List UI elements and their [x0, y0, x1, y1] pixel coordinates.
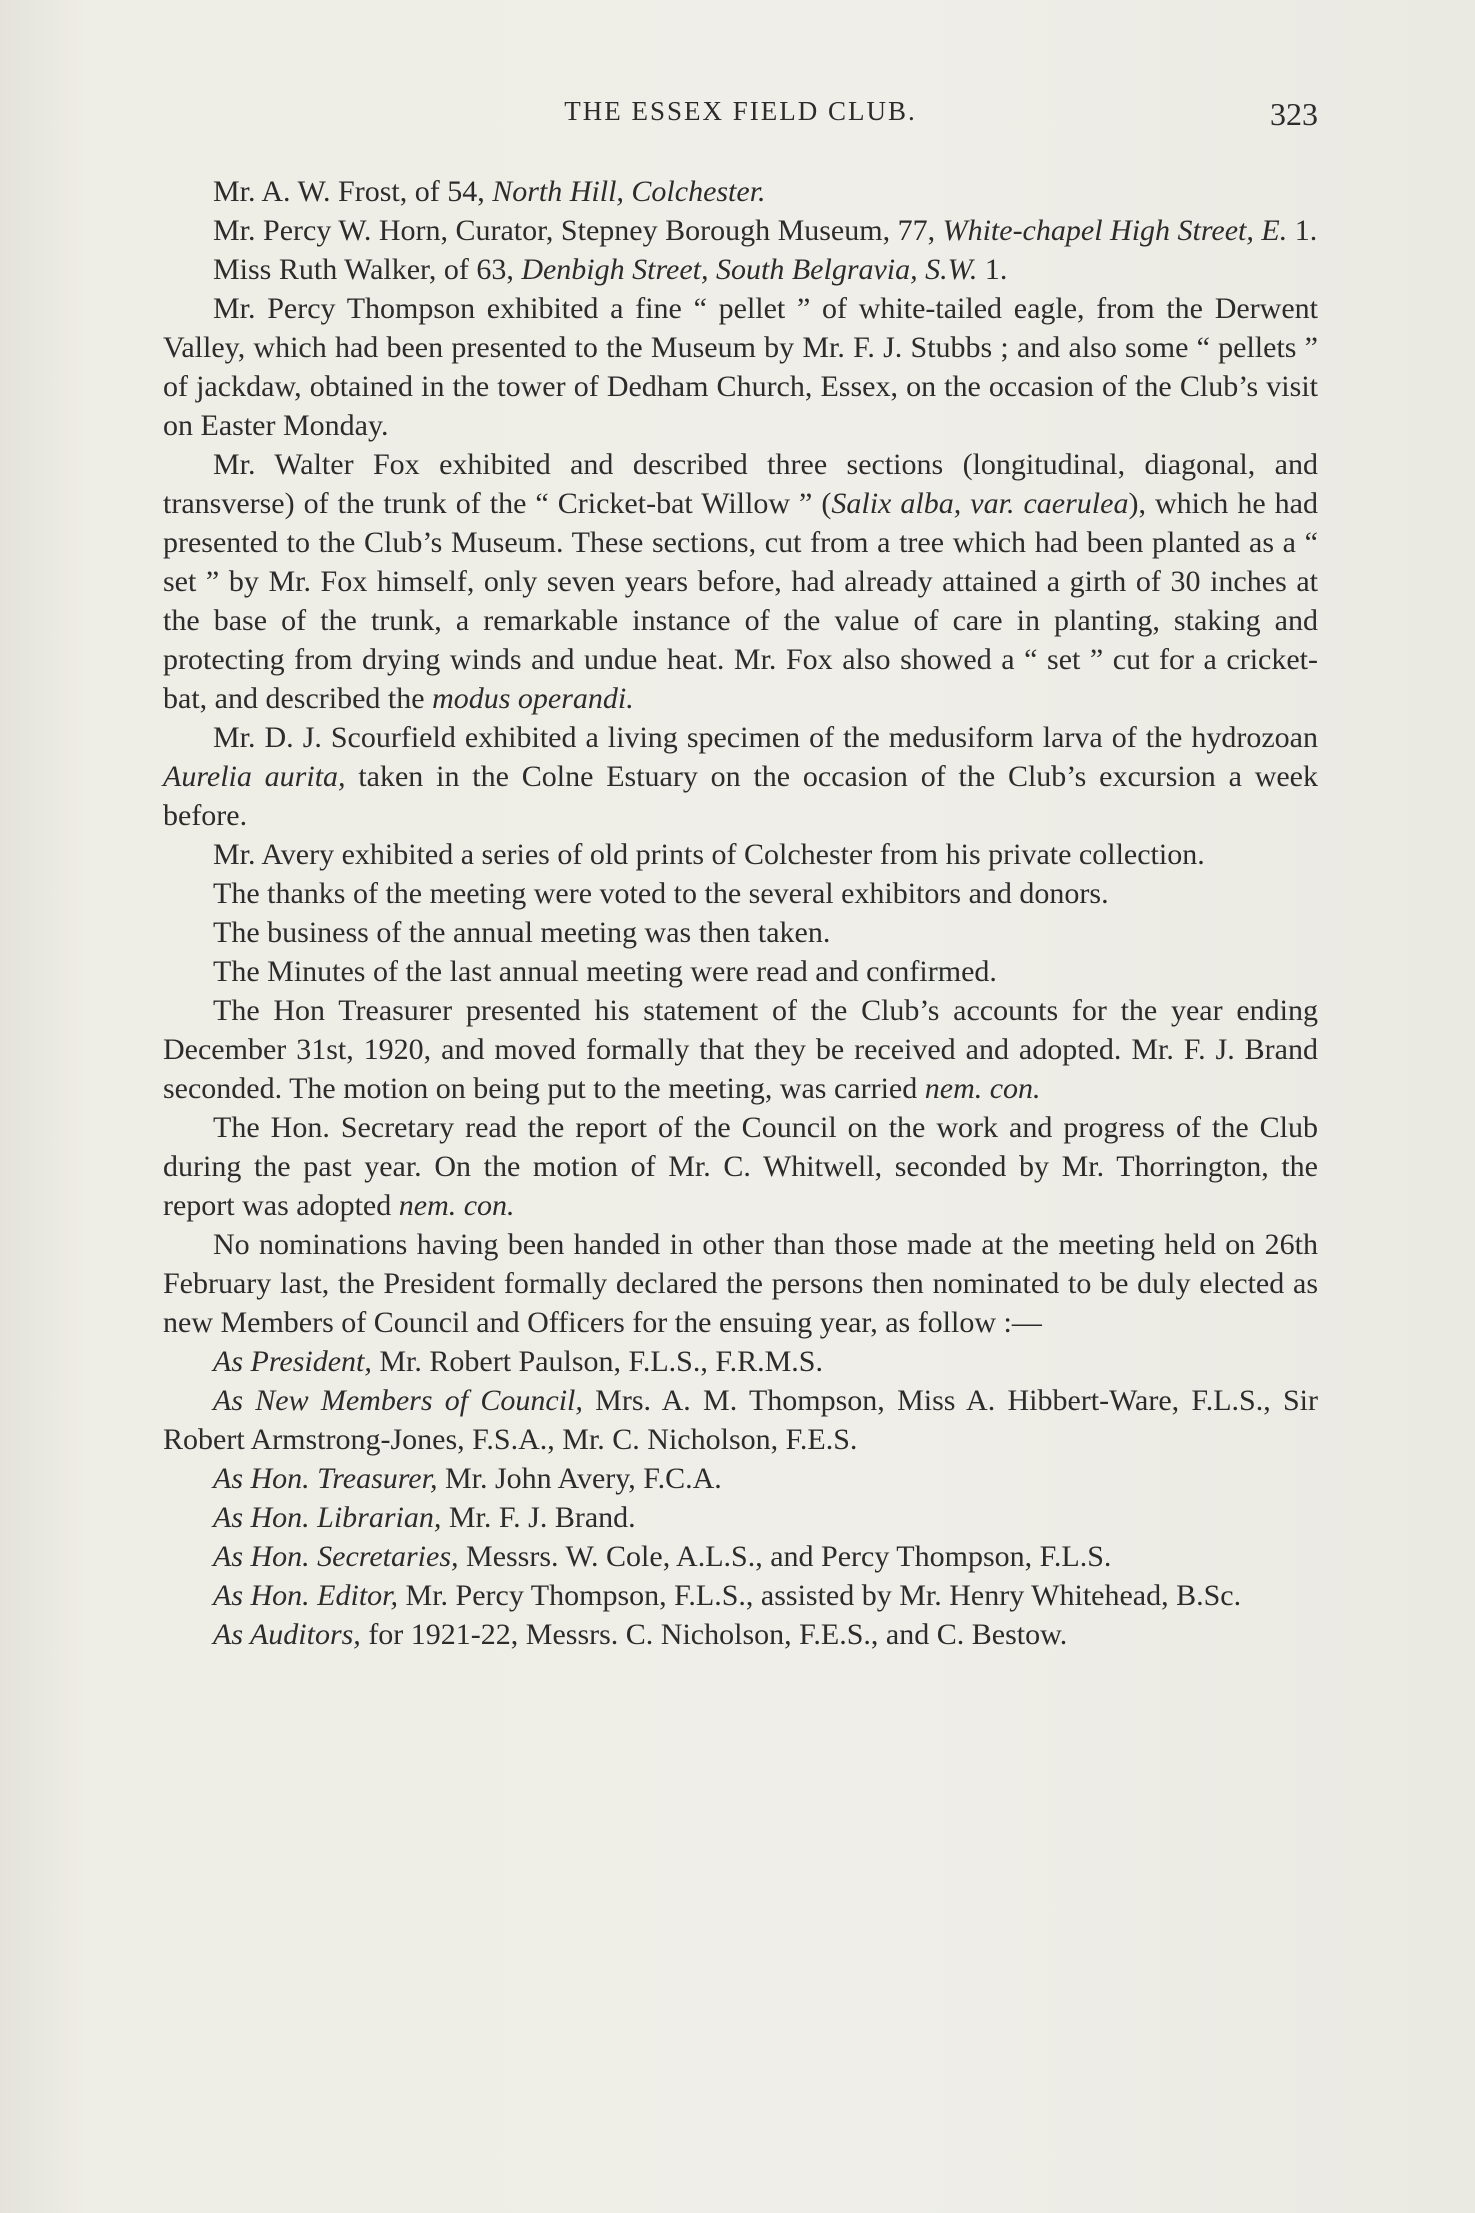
text-run: Mr. F. J. Brand.	[441, 1501, 636, 1534]
text-run: The Minutes of the last annual meeting were read and confirmed.	[213, 955, 997, 988]
page-header	[163, 96, 1318, 136]
text-run: Mr. D. J. Scourfield exhibited a living specimen of the medusiform larva of the hydrozoan	[213, 721, 1318, 754]
paragraph	[163, 1225, 1318, 1342]
text-run: Mr. Avery exhibited a series of old prints of Colchester from his private collection.	[213, 838, 1205, 871]
text-run: Mr. A. W. Frost, of 54,	[213, 175, 493, 208]
text-run: The thanks of the meeting were voted to the several exhibitors and donors.	[213, 877, 1109, 910]
text-run: for 1921-22, Messrs. C. Nicholson, F.E.S., and C. Bestow.	[360, 1618, 1068, 1651]
italic-run: modus operandi.	[432, 682, 634, 715]
paragraph	[163, 913, 1318, 952]
paragraph	[163, 250, 1318, 289]
text-run: taken in the Colne Estuary on the occasion of the Club’s excursion a week before.	[163, 760, 1318, 832]
running-title: THE ESSEX FIELD CLUB.	[564, 96, 917, 126]
paragraph	[163, 991, 1318, 1108]
italic-run: White-chapel High Street, E.	[942, 214, 1288, 247]
paragraph	[163, 718, 1318, 835]
italic-run: As Hon. Librarian,	[213, 1501, 442, 1534]
paragraph	[163, 289, 1318, 445]
text-run: The business of the annual meeting was then taken.	[213, 916, 831, 949]
text-run: ), which he had presented to the Club’s Museum. These sections, cut from a tree which had been planted as a “ set ” by Mr. Fox himself, only seven years before, had already attained a girth of 30 inches at the base of the trunk, a remarkable instance of the value of care in planting, staking and protecting from drying winds and undue heat. Mr. Fox also showed a “ set ” cut for a cricket-bat, and described the	[163, 487, 1319, 715]
text-run: No nominations having been handed in other than those made at the meeting held on 26th February last, the President formally declared the persons then nominated to be duly elected as new Members of Council and Officers for the ensuing year, as follow :—	[163, 1228, 1318, 1339]
paragraph	[163, 1498, 1318, 1537]
paragraph	[163, 1381, 1318, 1459]
italic-run: As Hon. Secretaries,	[213, 1540, 459, 1573]
paragraph	[163, 1537, 1318, 1576]
italic-run: Aurelia aurita,	[163, 760, 346, 793]
paragraph	[163, 1342, 1318, 1381]
italic-run: As President,	[213, 1345, 372, 1378]
paragraph	[163, 1108, 1318, 1225]
paragraph	[163, 172, 1318, 211]
italic-run: As Auditors,	[213, 1618, 361, 1651]
italic-run: As Hon. Editor,	[213, 1579, 399, 1612]
text-run: Mr. Percy W. Horn, Curator, Stepney Borough Museum, 77,	[213, 214, 943, 247]
italic-run: nem. con.	[924, 1072, 1041, 1105]
paragraph	[163, 874, 1318, 913]
paragraph	[163, 1459, 1318, 1498]
text-run: Mr. Robert Paulson, F.L.S., F.R.M.S.	[371, 1345, 823, 1378]
text-run: Mrs. A. M. Thompson, Miss A. Hibbert-Ware, F.L.S., Sir Robert Armstrong-Jones, F.S.A., Mr. C. Nicholson, F.E.S.	[163, 1384, 1318, 1456]
text-run: Mr. Walter Fox exhibited and described three sections (longitudinal, diagonal, and transverse) of the trunk of the “ Cricket-bat Willow ” (	[163, 448, 1318, 520]
italic-run: As New Members of Council,	[213, 1384, 583, 1417]
text-run: 1.	[977, 253, 1008, 286]
text-run: 1.	[1287, 214, 1318, 247]
paragraph	[163, 952, 1318, 991]
text-run: The Hon. Secretary read the report of the Council on the work and progress of the Club during the past year. On the motion of Mr. C. Whitwell, seconded by Mr. Thorrington, the report was adopted	[163, 1111, 1318, 1222]
body-text	[163, 172, 1318, 1654]
text-run: Mr. John Avery, F.C.A.	[437, 1462, 722, 1495]
italic-run: North Hill, Colchester.	[492, 175, 766, 208]
text-run: The Hon Treasurer presented his statement of the Club’s accounts for the year ending December 31st, 1920, and moved formally that they be received and adopted. Mr. F. J. Brand seconded. The motion on being put to the meeting, was carried	[163, 994, 1318, 1105]
paragraph	[163, 835, 1318, 874]
italic-run: As Hon. Treasurer,	[213, 1462, 438, 1495]
text-run: Miss Ruth Walker, of 63,	[213, 253, 522, 286]
text-run: Mr. Percy Thompson, F.L.S., assisted by Mr. Henry Whitehead, B.Sc.	[398, 1579, 1242, 1612]
page-number: 323	[1270, 96, 1318, 132]
paragraph	[163, 211, 1318, 250]
paragraph	[163, 445, 1318, 718]
italic-run: Denbigh Street, South Belgravia, S.W.	[521, 253, 978, 286]
italic-run: Salix alba, var. caerulea	[831, 487, 1129, 520]
paragraph	[163, 1615, 1318, 1654]
italic-run: nem. con.	[398, 1189, 515, 1222]
text-run: Mr. Percy Thompson exhibited a fine “ pellet ” of white-tailed eagle, from the Derwent Valley, which had been presented to the Museum by Mr. F. J. Stubbs ; and also some “ pellets ” of jackdaw, obtained in the tower of Dedham Church, Essex, on the occasion of the Club’s visit on Easter Monday.	[163, 292, 1318, 442]
text-run: Messrs. W. Cole, A.L.S., and Percy Thompson, F.L.S.	[458, 1540, 1112, 1573]
paragraph	[163, 1576, 1318, 1615]
